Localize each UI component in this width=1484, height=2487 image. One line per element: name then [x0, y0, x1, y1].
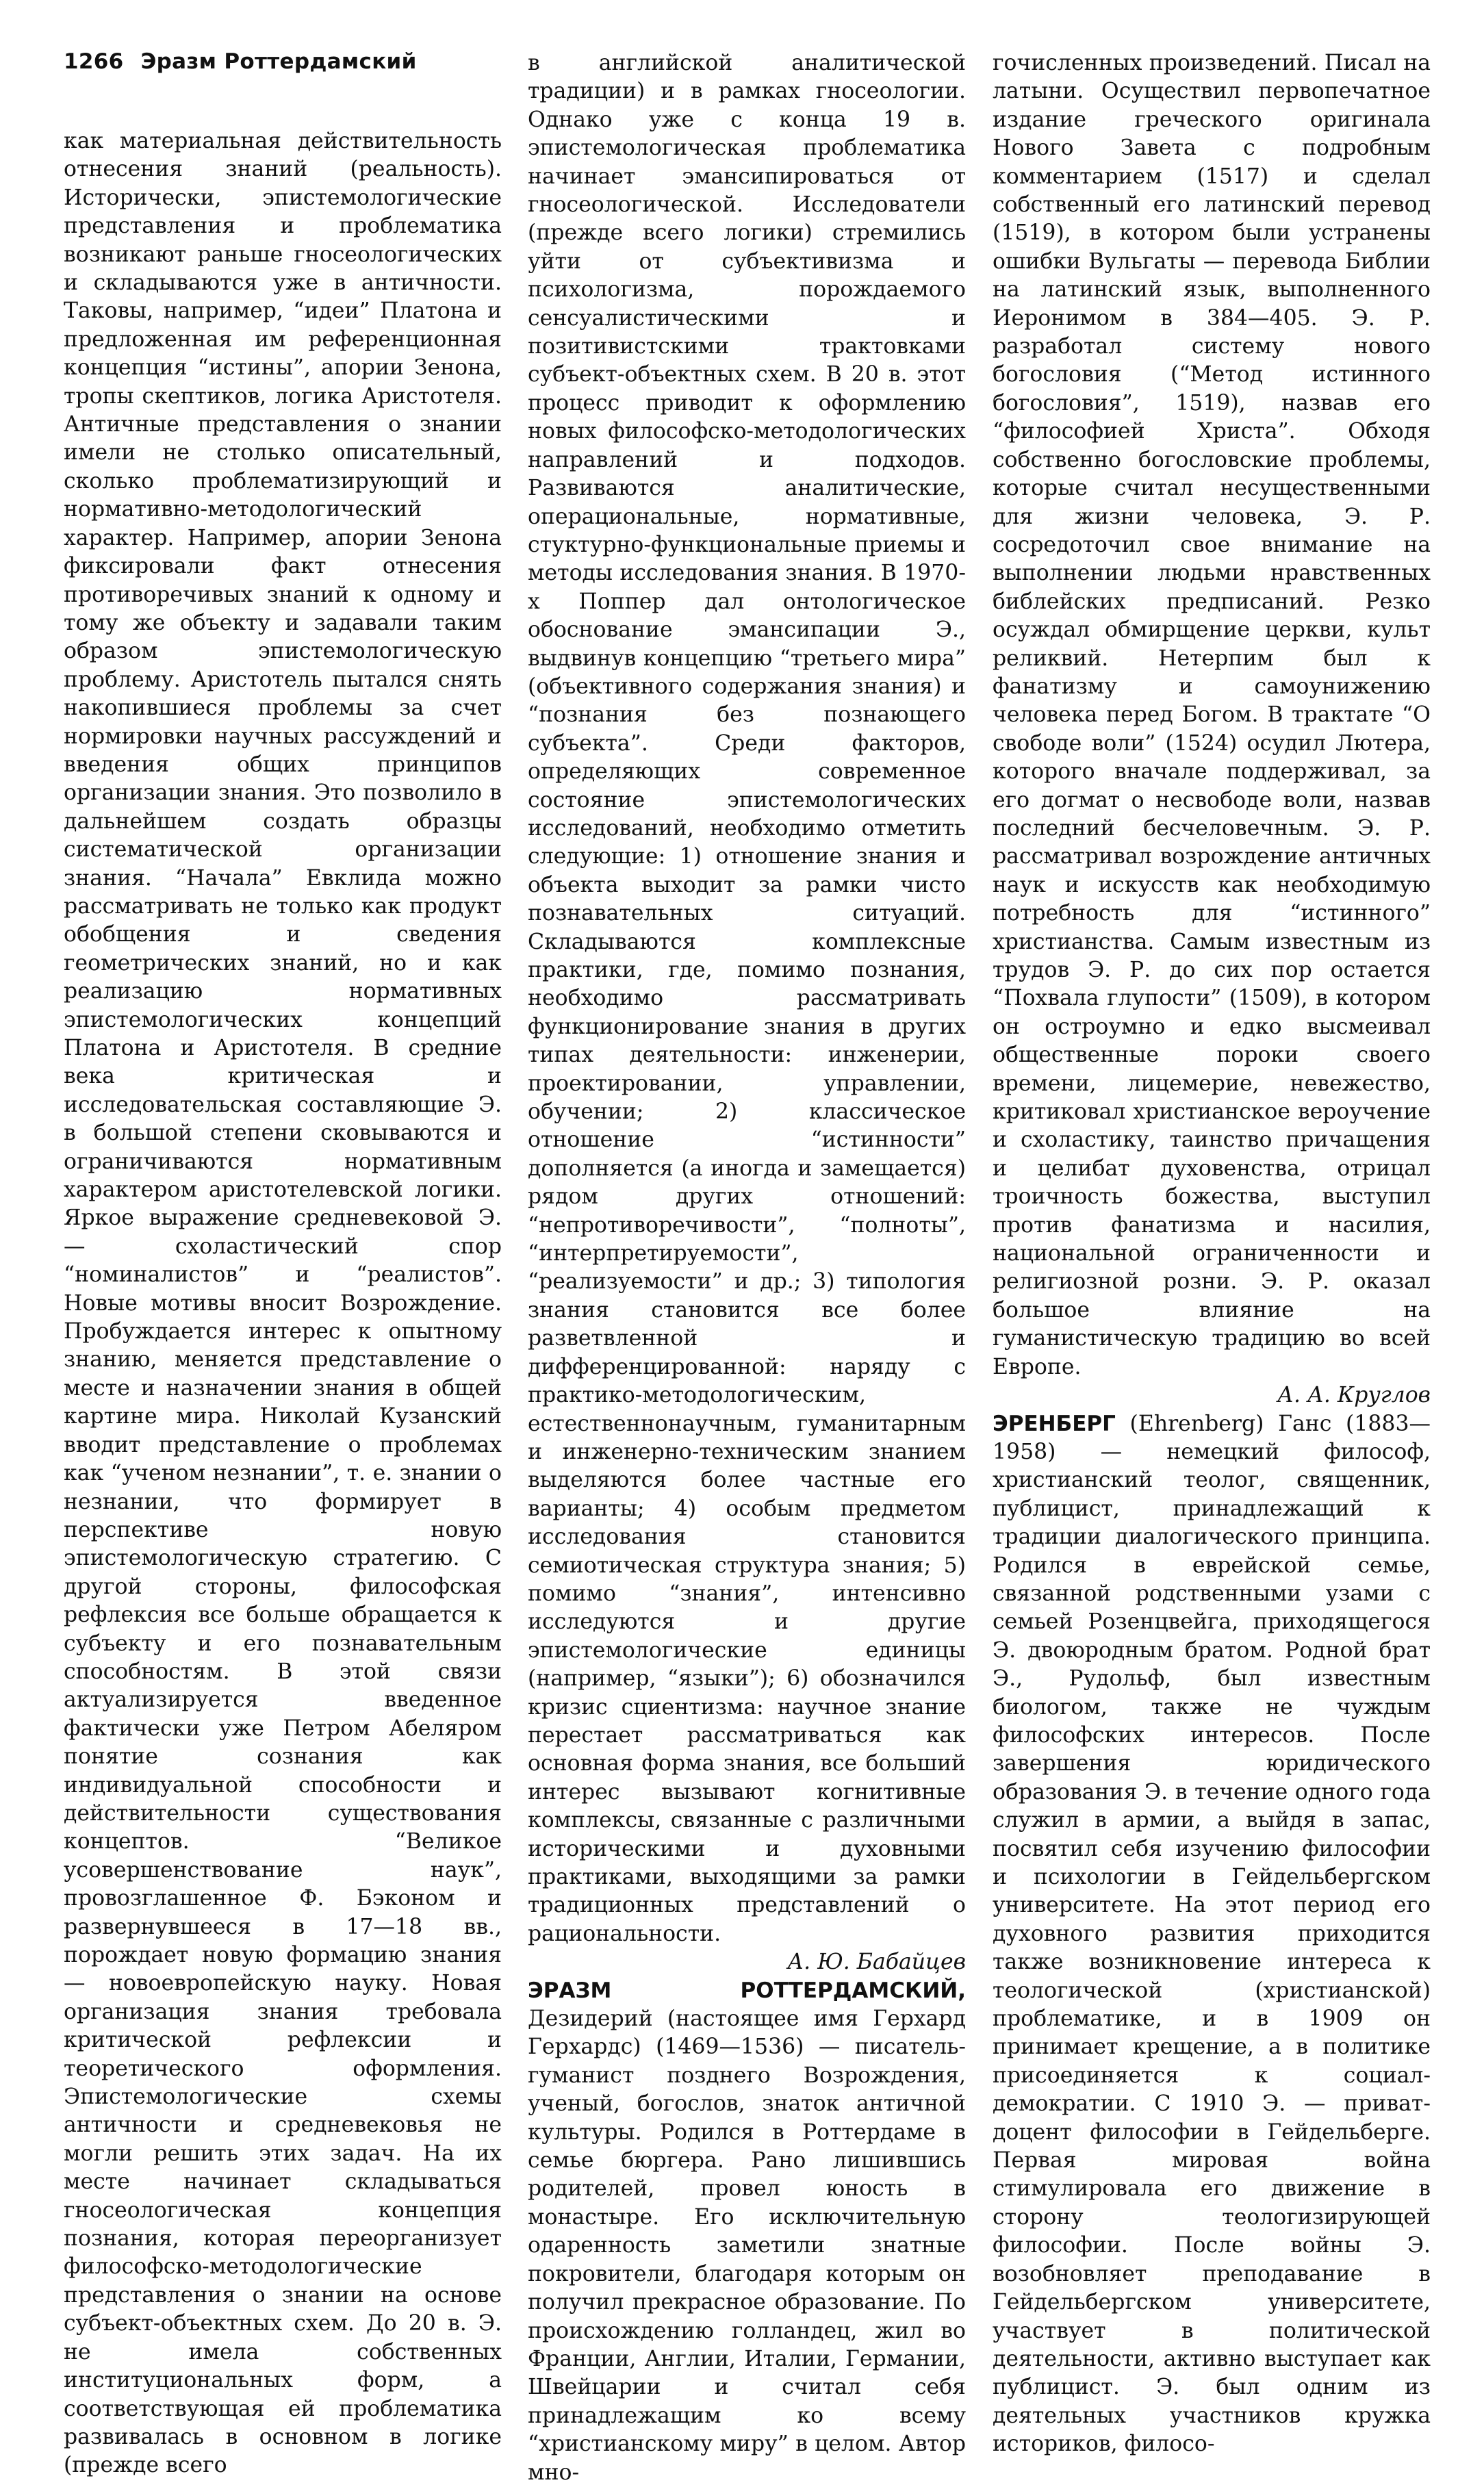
column-right: [993, 49, 1431, 2457]
entry-headword-ehrenberg: ЭРЕНБЕРГ: [993, 1411, 1116, 1436]
page-number: 1266: [64, 49, 124, 74]
entry-erasmus: [528, 1977, 966, 2487]
entry-text-ehrenberg: (Ehrenberg) Ганс (1883—1958) — немецкий философ, христианский теолог, священник, публицист, принадлежащий к традиции диалогического принципа. Родился в еврейской семье, связанной родственными узами с семьей Розенцвейга, приходящегося Э. двоюродным братом. Родной брат Э., Рудольф, был известным биологом, также не чуждым философских интересов. После завершения юридического образования Э. в течение одного года служил в армии, а выйдя в запас, посвятил себя изучению философии и психологии в Гейдельбергском университете. На этот период его духовного развития приходится также возникновение интереса к теологической (христианской) проблематике, и в 1909 он принимает крещение, а в политике присоединяется к социал-демократии. С 1910 Э. — приват-доцент философии в Гейдельберге. Первая мировая война стимулировала его движение в сторону теологизирующей философии. После войны Э. возобновляет преподавание в Гейдельбергском университете, участвует в политической деятельности, активно выступает как публицист. Э. был одним из деятельных участников кружка историков, филосо-: [993, 1411, 1431, 2457]
page-header: [64, 49, 417, 74]
author-signature-kruglov: А. А. Круглов: [1277, 1383, 1431, 1408]
entry-text-erasmus: Дезидерий (настоящее имя Герхард Герхардс) (1469—1536) — писатель-гуманист позднего Возрождения, ученый, богослов, знаток античной культуры. Родился в Роттердаме в семье бюргера. Рано лишившись родителей, провел юность в монастыре. Его исключительную одаренность заметили знатные покровители, благодаря которым он получил прекрасное образование. По происхождению голландец, жил во Франции, Англии, Италии, Германии, Швейцарии и считал себя принадлежащим ко всему “христианскому миру” в целом. Автор мно-: [528, 2006, 966, 2485]
entry-ehrenberg: [993, 1410, 1431, 2459]
column-middle: [528, 49, 966, 2485]
column-left: [64, 127, 502, 2478]
entry-headword-erasmus: ЭРАЗМ РОТТЕРДАМСКИЙ,: [528, 1978, 966, 2003]
running-title: Эразм Роттердамский: [140, 49, 417, 74]
author-signature-babaytsev: А. Ю. Бабайцев: [787, 1950, 966, 1975]
epistemology-final-text: в английской аналитической традиции) и в рамках гносеологии. Однако уже с конца 19 в. эпистемологическая проблематика начинает эмансипироваться от гносеологической. Исследователи (прежде всего логики) стремились уйти от субъективизма и психологизма, порождаемого сенсуалистическими и позитивистскими трактовками субъект-объектных схем. В 20 в. этот процесс приводит к оформлению новых философско-методологических направлений и подходов. Развиваются аналитические, операциональные, нормативные, стуктурно-функциональные приемы и методы исследования знания. В 1970-х Поппер дал онтологическое обоснование эмансипации Э., выдвинув концепцию “третьего мира” (объективного содержания знания) и “познания без познающего субъекта”. Среди факторов, определяющих современное состояние эпистемологических исследований, необходимо отметить следующие: 1) отношение знания и объекта выходит за рамки чисто познавательных ситуаций. Складываются комплексные практики, где, помимо познания, необходимо рассматривать функционирование знания в других типах деятельности: инженерии, проектировании, управлении, обучении; 2) классическое отношение “истинности” дополняется (а иногда и замещается) рядом других отношений: “непротиворечивости”, “полноты”, “интерпретируемости”, “реализуемости” и др.; 3) типология знания становится все более разветвленной и дифференцированной: наряду с практико-методологическим, естественнонаучным, гуманитарным и инженерно-техническим знанием выделяются более частные его варианты; 4) особым предметом исследования становится семиотическая структура знания; 5) помимо “знания”, интенсивно исследуются и другие эпистемологические единицы (например, “языки”); 6) обозначился кризис сциентизма: научное знание перестает рассматриваться как основная форма знания, все больший интерес вызывают когнитивные комплексы, связанные с различными историческими и духовными практиками, выходящими за рамки традиционных представлений о рациональности.: [528, 51, 966, 1946]
erasmus-continuation-text: гочисленных произведений. Писал на латыни. Осуществил первопечатное издание греческого оригинала Нового Завета с подробным комментарием (1517) и сделал собственный его латинский перевод (1519), в котором были устранены ошибки Вульгаты — перевода Библии на латинский язык, выполненного Иеронимом в 384—405. Э. Р. разработал систему нового богословия (“Метод истинного богословия”, 1519), назвав его “философией Христа”. Обходя собственно богословские проблемы, которые считал несущественными для жизни человека, Э. Р. сосредоточил свое внимание на выполнении людьми нравственных библейских предписаний. Резко осуждал обмирщение церкви, культ реликвий. Нетерпим был к фанатизму и самоунижению человека перед Богом. В трактате “О свободе воли” (1524) осудил Лютера, которого вначале поддерживал, за его догмат о несвободе воли, назвав последний бесчеловечным. Э. Р. рассматривал возрождение античных наук и искусств как необходимую потребность для “истинного” христианства. Самым известным из трудов Э. Р. до сих пор остается “Похвала глупости” (1509), в котором он остроумно и едко высмеивал общественные пороки своего времени, лицемерие, невежество, критиковал христианское вероучение и схоластику, таинство причащения и целибат духовенства, отрицал троичность божества, выступил против фанатизма и насилия, национальной ограниченности и религиозной розни. Э. Р. оказал большое влияние на гуманистическую традицию во всей Европе.: [993, 51, 1431, 1379]
epistemology-continuation-text: как материальная действительность отнесения знаний (реальность). Исторически, эпистемологические представления и проблематика возникают раньше гносеологических и складываются уже в античности. Таковы, например, “идеи” Платона и предложенная им референционная концепция “истины”, апории Зенона, тропы скептиков, логика Аристотеля. Античные представления о знании имели не столько описательный, сколько проблематизирующий и нормативно-методологический характер. Например, апории Зенона фиксировали факт отнесения противоречивых знаний к одному и тому же объекту и задавали таким образом эпистемологическую проблему. Аристотель пытался снять накопившиеся проблемы за счет нормировки научных рассуждений и введения общих принципов организации знания. Это позволило в дальнейшем создать образцы систематической организации знания. “Начала” Евклида можно рассматривать не только как продукт обобщения и сведения геометрических знаний, но и как реализацию нормативных эпистемологических концепций Платона и Аристотеля. В средние века критическая и исследовательская составляющие Э. в большой степени сковываются и ограничиваются нормативным характером аристотелевской логики. Яркое выражение средневековой Э. — схоластический спор “номиналистов” и “реалистов”. Новые мотивы вносит Возрождение. Пробуждается интерес к опытному знанию, меняется представление о месте и назначении знания в общей картине мира. Николай Кузанский вводит представление о проблемах как “ученом незнании”, т. е. знании о незнании, что формирует в перспективе новую эпистемологическую стратегию. С другой стороны, философская рефлексия все больше обращается к субъекту и его познавательным способностям. В этой связи актуализируется введенное фактически уже Петром Абеляром понятие сознания как индивидуальной способности и действительности существования концептов. “Великое усовершенствование наук”, провозглашенное Ф. Бэконом и развернувшееся в 17—18 вв., порождает новую формацию знания — новоевропейскую науку. Новая организация знания требовала критической рефлексии и теоретического оформления. Эпистемологические схемы античности и средневековья не могли решить этих задач. На их месте начинает складываться гносеологическая концепция познания, которая переорганизует философско-методологические представления о знании на основе субъект-объектных схем. До 20 в. Э. не имела собственных институциональных форм, а соответствующая ей проблематика развивалась в основном в логике (прежде всего: [64, 129, 502, 2478]
